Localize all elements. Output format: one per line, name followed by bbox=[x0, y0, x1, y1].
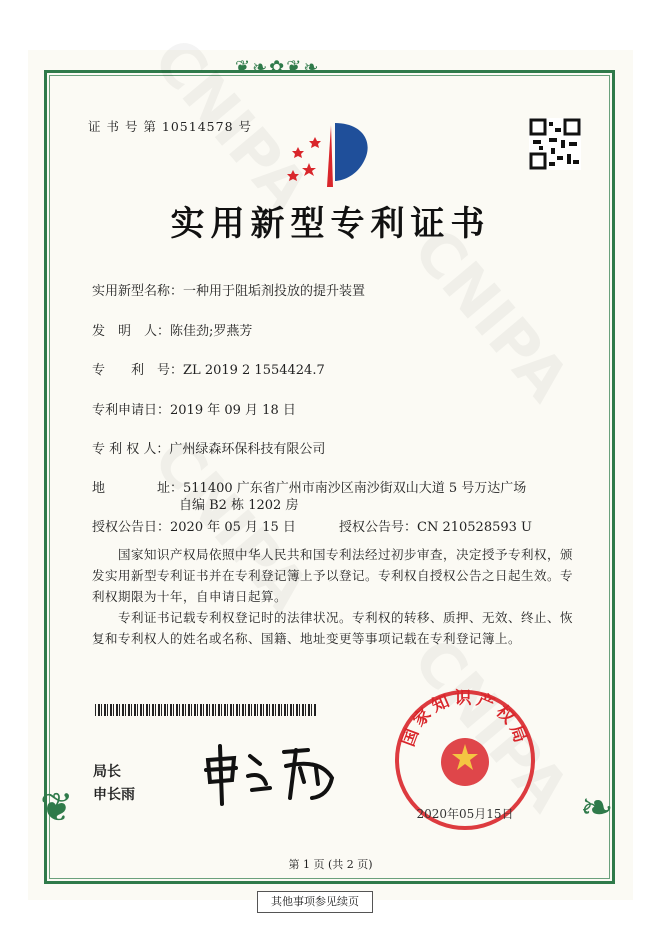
seal-date: 2020年05月15日 bbox=[416, 807, 514, 821]
field-address-line2: 自编 B2 栋 1202 房 bbox=[179, 498, 299, 513]
field-value: 一种用于阻垢剂投放的提升装置 bbox=[183, 284, 366, 299]
field-utility-model-name bbox=[92, 280, 365, 299]
field-inventor bbox=[92, 320, 252, 339]
qr-code-icon bbox=[529, 118, 581, 170]
paragraph-grant: 国家知识产权局依照中华人民共和国专利法经过初步审查，决定授予专利权，颁发实用新型专利证书并在专利登记簿上予以登记。专利权自授权公告之日起生效。专利权期限为十年，自申请日起算。 bbox=[92, 547, 574, 604]
seal-text: 国家知识产权局 bbox=[398, 688, 532, 750]
field-label: 专利申请日： bbox=[92, 403, 171, 418]
field-value: 2019 年 09 月 18 日 bbox=[170, 403, 296, 418]
field-grant-number bbox=[339, 516, 532, 535]
field-value: 2020 年 05 月 15 日 bbox=[170, 520, 296, 535]
field-patent-number bbox=[92, 359, 325, 378]
field-label: 地 址： bbox=[92, 481, 184, 496]
field-label: 专 利 权 人： bbox=[92, 442, 170, 457]
corner-ornament-icon: ❦ bbox=[40, 785, 74, 831]
field-value: 511400 广东省广州市南沙区南沙街双山大道 5 号万达广场 bbox=[183, 481, 527, 496]
field-value: 陈佳劲;罗燕芳 bbox=[170, 324, 253, 339]
page-title: 实用新型专利证书 bbox=[170, 204, 491, 244]
cnipa-logo-icon bbox=[283, 115, 383, 195]
field-value: ZL 2019 2 1554424.7 bbox=[183, 363, 325, 378]
page-number: 第 1 页 (共 2 页) bbox=[288, 858, 373, 871]
field-application-date bbox=[92, 399, 296, 418]
barcode-icon bbox=[95, 704, 317, 716]
field-label: 授权公告日： bbox=[92, 520, 171, 535]
top-ornament-icon: ❦❧✿❦❧ bbox=[235, 57, 321, 78]
field-grant-date bbox=[92, 516, 296, 535]
field-patentee bbox=[92, 438, 325, 457]
signature-icon bbox=[200, 738, 350, 808]
continuation-note: 其他事项参见续页 bbox=[257, 891, 373, 913]
field-value: CN 210528593 U bbox=[417, 520, 532, 535]
field-label: 实用新型名称： bbox=[92, 284, 184, 299]
paragraph-legal-status: 专利证书记载专利权登记时的法律状况。专利权的转移、质押、无效、终止、恢复和专利权人的姓名或名称、国籍、地址变更等事项记载在专利登记簿上。 bbox=[92, 610, 574, 646]
field-label: 授权公告号： bbox=[339, 520, 418, 535]
signatory-name: 申长雨 bbox=[93, 787, 135, 803]
field-label: 专 利 号： bbox=[92, 363, 184, 378]
corner-ornament-icon: ❧ bbox=[580, 785, 614, 831]
certificate-number: 证 书 号 第 10514578 号 bbox=[88, 119, 252, 134]
field-label: 发 明 人： bbox=[92, 324, 171, 339]
field-value: 广州绿森环保科技有限公司 bbox=[169, 442, 326, 457]
field-address bbox=[92, 477, 526, 496]
signatory-title: 局长 bbox=[93, 764, 121, 780]
official-seal bbox=[393, 688, 537, 832]
